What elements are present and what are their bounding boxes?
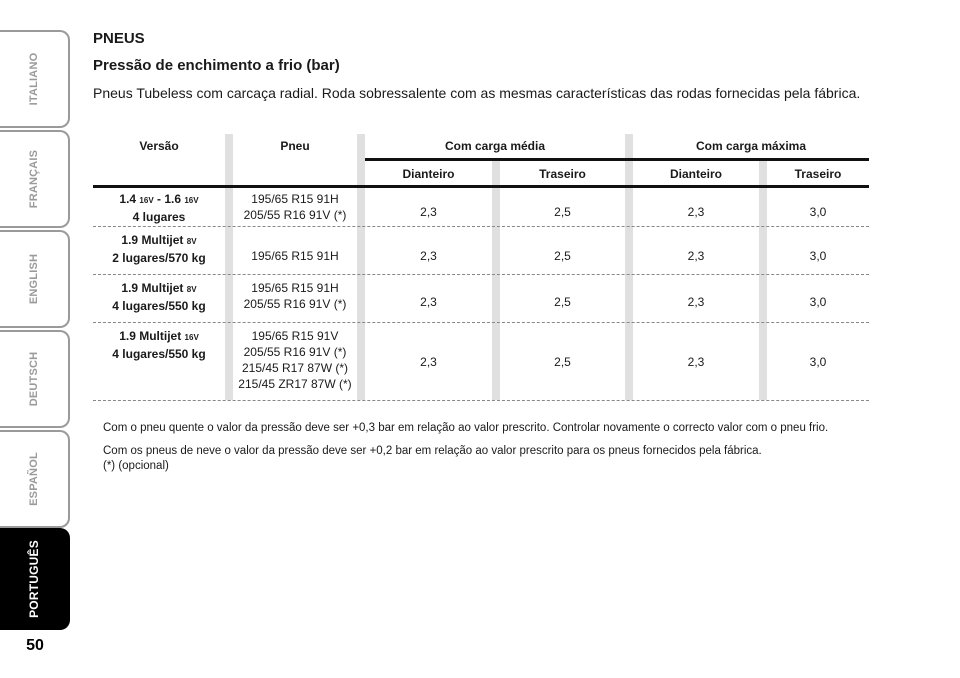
tyre-size: 215/45 R17 87W (*) [241,361,349,375]
intro-paragraph: Pneus Tubeless com carcaça radial. Roda sobressalente com as mesmas características das rodas fornecidas pela fábrica. [93,85,861,101]
version-text: 1.9 Multijet [121,233,187,247]
tab-label: PORTUGUÊS [27,540,41,618]
header-max-load: Com carga máxima [695,139,807,153]
pressure-medium-front: 2,3 [420,205,437,219]
tyre-size: 195/65 R15 91V [251,329,339,343]
pressure-max-rear: 3,0 [809,205,827,219]
version-text: 1.9 Multijet [121,281,187,295]
header-front: Dianteiro [669,167,722,181]
note-optional: (*) (opcional) [103,460,169,472]
header-medium-load: Com carga média [444,139,546,153]
tab-francais[interactable] [0,130,70,228]
pressure-max-rear: 3,0 [809,295,827,309]
header-rule [365,158,869,161]
tab-portugues[interactable] [0,528,70,630]
table-row-tyres [229,328,361,392]
table-row-version [93,280,225,314]
version-text: 1.4 [119,192,140,206]
pressure-medium-rear: 2,5 [554,249,571,263]
version-text: 1.9 Multijet [119,329,185,343]
version-valves: 16V [184,196,199,205]
tyre-size: 205/55 R16 91V (*) [243,208,347,222]
tyre-size: 195/65 R15 91H [251,281,339,295]
tyre-pressure-table [93,134,869,404]
column-separator [759,160,767,400]
tab-espanol[interactable] [0,430,70,528]
header-version: Versão [139,139,179,153]
tyre-size: 205/55 R16 91V (*) [243,297,347,311]
header-rear: Traseiro [539,167,586,181]
note-hot-tyre: Com o pneu quente o valor da pressão deve ser +0,3 bar em relação ao valor prescrito. Controlar novamente o correcto valor com o pneu frio. [103,422,829,434]
tab-deutsch[interactable] [0,330,70,428]
tab-italiano[interactable] [0,30,70,128]
column-separator [492,160,500,400]
tyre-size: 205/55 R16 91V (*) [243,345,347,359]
version-valves: 16V [139,196,154,205]
page-number: 50 [26,637,44,654]
tab-label: ENGLISH [28,253,40,305]
tyre-size: 215/45 ZR17 87W (*) [238,377,352,391]
section-title: PNEUS [93,30,145,47]
tab-english[interactable] [0,230,70,328]
note-snow-tyre: Com os pneus de neve o valor da pressão deve ser +0,2 bar em relação ao valor prescrito para os pneus fornecidos pela fábrica. [103,445,762,457]
header-rear: Traseiro [794,167,842,181]
pressure-max-rear: 3,0 [809,355,827,369]
tyre-size: 195/65 R15 91H [251,249,339,263]
tab-label: ESPAÑOL [28,452,40,506]
table-row-version [93,232,225,266]
version-valves: 8V [186,237,197,246]
version-seats: 2 lugares/570 kg [112,251,206,265]
row-divider [93,274,869,275]
row-divider [93,400,869,401]
pressure-medium-front: 2,3 [420,295,437,309]
table-row-version [93,191,225,225]
header-tyre: Pneu [280,139,310,153]
pressure-medium-front: 2,3 [420,249,437,263]
row-divider [93,322,869,323]
pressure-medium-rear: 2,5 [554,205,571,219]
table-row-version [93,328,225,362]
tyre-size: 195/65 R15 91H [251,192,339,206]
pressure-medium-rear: 2,5 [554,355,571,369]
version-text: - 1.6 [153,192,185,206]
column-separator [625,134,633,400]
table-row-tyres [233,191,357,223]
version-seats: 4 lugares/550 kg [112,347,206,361]
pressure-max-front: 2,3 [687,205,705,219]
tab-label: ITALIANO [28,52,40,106]
section-subtitle: Pressão de enchimento a frio (bar) [93,57,340,74]
pressure-max-rear: 3,0 [809,249,827,263]
table-row-tyres [233,280,357,312]
version-valves: 8V [186,285,197,294]
tab-label: FRANÇAIS [28,149,40,209]
version-valves: 16V [184,333,199,342]
version-seats: 4 lugares/550 kg [112,299,206,313]
notes [103,421,893,482]
header-bottom-rule [93,185,869,188]
tab-label: DEUTSCH [28,351,40,407]
pressure-max-front: 2,3 [687,295,705,309]
header-front: Dianteiro [402,167,455,181]
pressure-max-front: 2,3 [687,249,705,263]
pressure-medium-front: 2,3 [420,355,437,369]
pressure-max-front: 2,3 [687,355,705,369]
version-seats: 4 lugares [132,210,186,224]
row-divider [93,226,869,227]
table-row-tyres [233,248,357,264]
pressure-medium-rear: 2,5 [554,295,571,309]
